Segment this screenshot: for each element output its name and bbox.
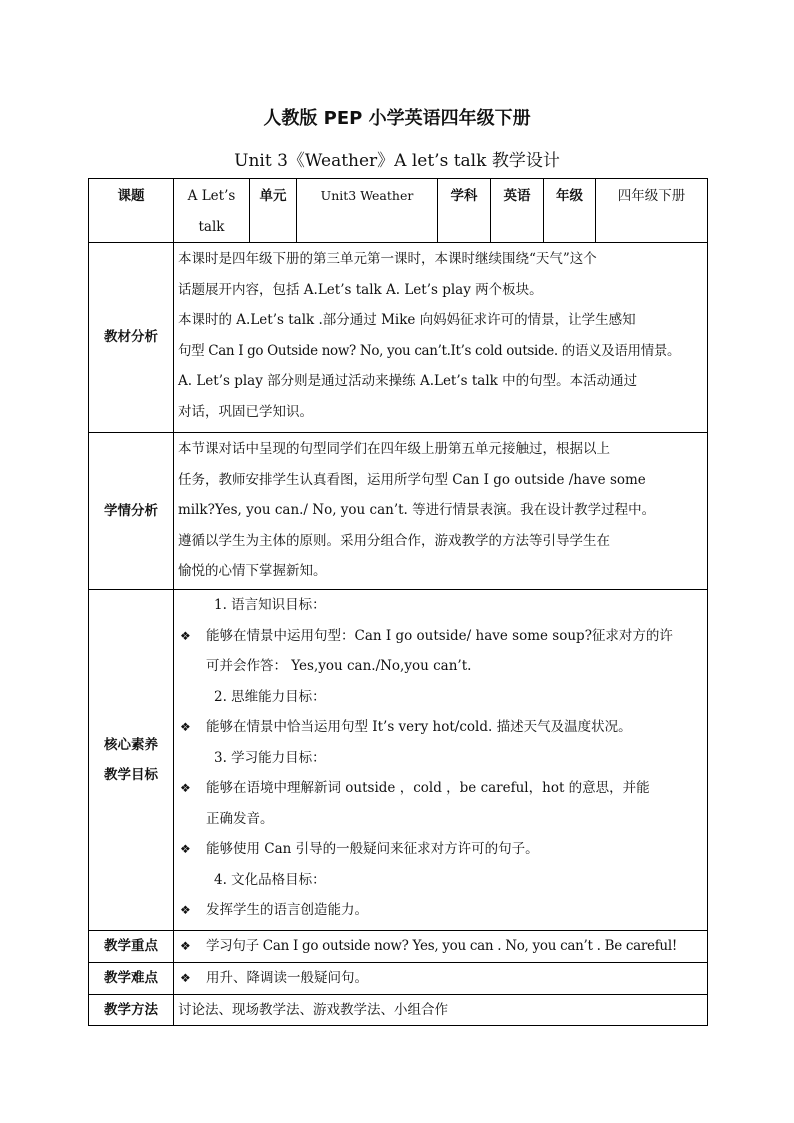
analysis-line: 本课时是四年级下册的第三单元第一课时，本课时继续围绕“天气”这个 xyxy=(178,251,597,267)
goal-heading-thinking: 2. 思维能力目标： xyxy=(214,688,326,705)
focus-item xyxy=(178,931,703,962)
focus-label: 教学重点 xyxy=(89,931,174,963)
header-row xyxy=(89,179,708,243)
document-subtitle: Unit 3《Weather》A let’s talk 教学设计 xyxy=(234,151,560,171)
goal-heading-language: 1. 语言知识目标： xyxy=(214,597,326,613)
goal-item-continuation: 正确发音。 xyxy=(206,810,274,827)
subject-value: 英语 xyxy=(491,179,544,243)
diamond-bullet-icon: ❖ xyxy=(180,628,191,643)
goal-heading-learning: 3. 学习能力目标： xyxy=(214,749,326,766)
goal-item xyxy=(178,621,703,652)
method-row xyxy=(89,994,708,1026)
goals-label-line1: 核心素养 xyxy=(104,736,158,753)
method-label: 教学方法 xyxy=(89,994,174,1026)
goal-item xyxy=(178,834,703,865)
goal-item-continuation: 可并会作答： Yes,you can./No,you can’t. xyxy=(206,658,472,674)
goal-item-text: 能够在情景中运用句型：Can I go outside/ have some soup?征求对方的许 xyxy=(206,627,673,644)
goal-item xyxy=(178,773,703,804)
focus-text: 学习句子 Can I go outside now? Yes, you can . No, you can’t . Be careful! xyxy=(206,938,677,954)
goals-content xyxy=(174,590,708,931)
learners-line: 遵循以学生为主体的原则。采用分组合作，游戏教学的方法等引导学生在 xyxy=(178,532,610,549)
difficulty-label: 教学难点 xyxy=(89,963,174,995)
goal-item-text: 发挥学生的语言创造能力。 xyxy=(206,902,368,918)
learners-line: 本节课对话中呈现的句型同学们在四年级上册第五单元接触过，根据以上 xyxy=(178,441,610,457)
learners-row xyxy=(89,433,708,590)
goals-row xyxy=(89,590,708,931)
method-text: 讨论法、现场教学法、游戏教学法、小组合作 xyxy=(174,994,708,1026)
topic-value-line1: A Let’s xyxy=(187,188,236,204)
analysis-content xyxy=(174,243,708,433)
difficulty-item xyxy=(178,963,703,994)
goal-item-text: 能够在情景中恰当运用句型 It’s very hot/cold. 描述天气及温度状况。 xyxy=(206,719,632,735)
analysis-line: A. Let’s play 部分则是通过活动来操练 A.Let’s talk 中的句型。本活动通过 xyxy=(178,373,638,389)
diamond-bullet-icon: ❖ xyxy=(180,720,191,734)
analysis-line: 对话，巩固已学知识。 xyxy=(178,403,313,420)
grade-value: 四年级下册 xyxy=(596,179,708,243)
grade-label: 年级 xyxy=(544,179,596,243)
document-title: 人教版 PEP 小学英语四年级下册 xyxy=(263,108,531,129)
unit-value: Unit3 Weather xyxy=(297,179,438,243)
difficulty-row xyxy=(89,963,708,995)
goal-heading-culture: 4. 文化品格目标： xyxy=(214,871,326,888)
focus-row xyxy=(89,931,708,963)
unit-label: 单元 xyxy=(250,179,297,243)
subject-label: 学科 xyxy=(438,179,491,243)
learners-content xyxy=(174,433,708,590)
difficulty-content xyxy=(174,963,708,995)
goal-item-text: 能够在语境中理解新词 outside ，cold ，be careful，hot 的意思，并能 xyxy=(206,780,650,796)
analysis-row xyxy=(89,243,708,433)
lesson-plan-table xyxy=(88,178,708,1026)
focus-content xyxy=(174,931,708,963)
diamond-bullet-icon: ❖ xyxy=(180,971,191,985)
diamond-bullet-icon: ❖ xyxy=(180,939,191,953)
learners-line: milk?Yes, you can./ No, you can’t. 等进行情景表演。我在设计教学过程中。 xyxy=(178,502,656,518)
topic-value-line2: talk xyxy=(198,218,225,235)
goals-label-line2: 教学目标 xyxy=(104,767,158,783)
learners-line: 任务，教师安排学生认真看图，运用所学句型 Can I go outside /have some xyxy=(178,471,646,488)
learners-line: 愉悦的心情下掌握新知。 xyxy=(178,563,327,579)
goal-item-text: 能够使用 Can 引导的一般疑问来征求对方许可的句子。 xyxy=(206,841,539,857)
goal-item xyxy=(178,895,703,926)
diamond-bullet-icon: ❖ xyxy=(180,903,191,917)
topic-value xyxy=(174,179,250,243)
learners-label: 学情分析 xyxy=(89,433,174,590)
analysis-line: 话题展开内容，包括 A.Let’s talk A. Let’s play 两个板块。 xyxy=(178,281,543,298)
analysis-line: 句型 Can I go Outside now? No, you can’t.It’s cold outside. 的语义及语用情景。 xyxy=(178,342,681,359)
difficulty-text: 用升、降调读一般疑问句。 xyxy=(206,970,368,986)
topic-label: 课题 xyxy=(89,179,174,243)
goal-item xyxy=(178,712,703,743)
diamond-bullet-icon: ❖ xyxy=(180,842,191,856)
goals-label xyxy=(89,590,174,931)
analysis-label: 教材分析 xyxy=(89,243,174,433)
analysis-line: 本课时的 A.Let’s talk .部分通过 Mike 向妈妈征求许可的情景，让学生感知 xyxy=(178,312,636,328)
diamond-bullet-icon: ❖ xyxy=(180,781,191,795)
